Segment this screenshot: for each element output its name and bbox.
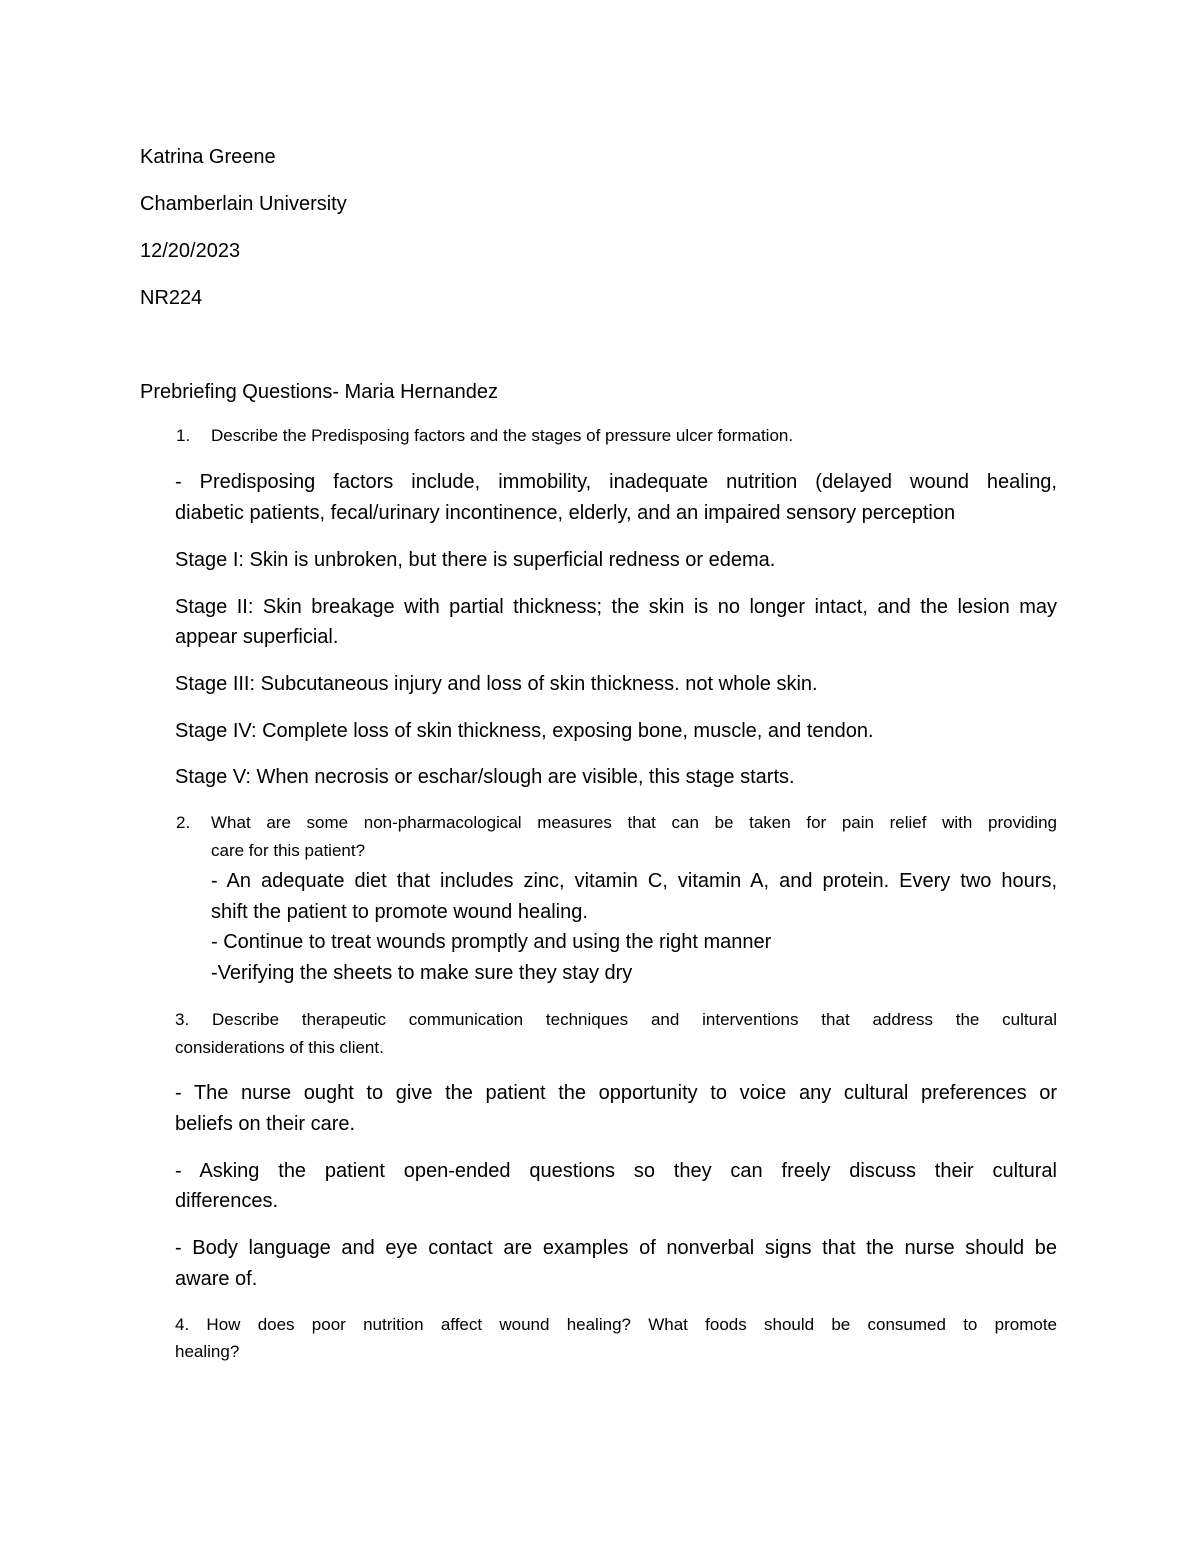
q2-answer-line-1: - An adequate diet that includes zinc, vitamin C, vitamin A, and protein. Every two hours,	[211, 870, 1057, 892]
stage-3-text: Stage III: Subcutaneous injury and loss of skin thickness. not whole skin.	[175, 673, 818, 695]
stage-2-line-2: appear superficial.	[175, 626, 339, 648]
q3-answer-2-line-2: differences.	[175, 1190, 279, 1212]
q2-answer-line-3: - Continue to treat wounds promptly and using the right manner	[211, 931, 772, 953]
question-2-text-line-1: What are some non-pharmacological measures that can be taken for pain relief with providing	[211, 813, 1057, 832]
q3-answer-3-line-1: - Body language and eye contact are examples of nonverbal signs that the nurse should be	[175, 1237, 1057, 1259]
q1-answer-line-1: - Predisposing factors include, immobility, inadequate nutrition (delayed wound healing,	[175, 471, 1057, 493]
question-2-text-line-2: care for this patient?	[211, 841, 366, 860]
q3-answer-1-line-2: beliefs on their care.	[175, 1113, 356, 1135]
q2-answer-line-4: -Verifying the sheets to make sure they stay dry	[211, 962, 633, 984]
stage-4-text: Stage IV: Complete loss of skin thickness, exposing bone, muscle, and tendon.	[175, 720, 874, 742]
question-1-number: 1.	[176, 426, 191, 445]
course-code: NR224	[140, 287, 203, 309]
q1-answer-line-2: diabetic patients, fecal/urinary incontinence, elderly, and an impaired sensory perception	[175, 502, 956, 524]
q2-answer-line-2: shift the patient to promote wound healing.	[211, 901, 588, 923]
question-1-text: Describe the Predisposing factors and the stages of pressure ulcer formation.	[211, 426, 794, 445]
q3-answer-2-line-1: - Asking the patient open-ended questions so they can freely discuss their cultural	[175, 1160, 1057, 1182]
q3-answer-1-line-1: - The nurse ought to give the patient the opportunity to voice any cultural preferences or	[175, 1082, 1057, 1104]
question-3-text-line-1: 3. Describe therapeutic communication techniques and interventions that address the cultural	[175, 1010, 1057, 1029]
document-title: Prebriefing Questions- Maria Hernandez	[140, 381, 498, 403]
question-2-number: 2.	[176, 813, 191, 832]
stage-5-text: Stage V: When necrosis or eschar/slough are visible, this stage starts.	[175, 766, 795, 788]
q3-answer-3-line-2: aware of.	[175, 1268, 258, 1290]
document-date: 12/20/2023	[140, 240, 241, 262]
author-name: Katrina Greene	[140, 146, 276, 168]
question-3-text-line-2: considerations of this client.	[175, 1038, 384, 1057]
stage-1-text: Stage I: Skin is unbroken, but there is superficial redness or edema.	[175, 549, 776, 571]
question-4-text-line-1: 4. How does poor nutrition affect wound healing? What foods should be consumed to promote	[175, 1315, 1057, 1334]
school-name: Chamberlain University	[140, 193, 347, 215]
stage-2-line-1: Stage II: Skin breakage with partial thickness; the skin is no longer intact, and the lesion may	[175, 596, 1057, 618]
question-4-text-line-2: healing?	[175, 1342, 240, 1361]
